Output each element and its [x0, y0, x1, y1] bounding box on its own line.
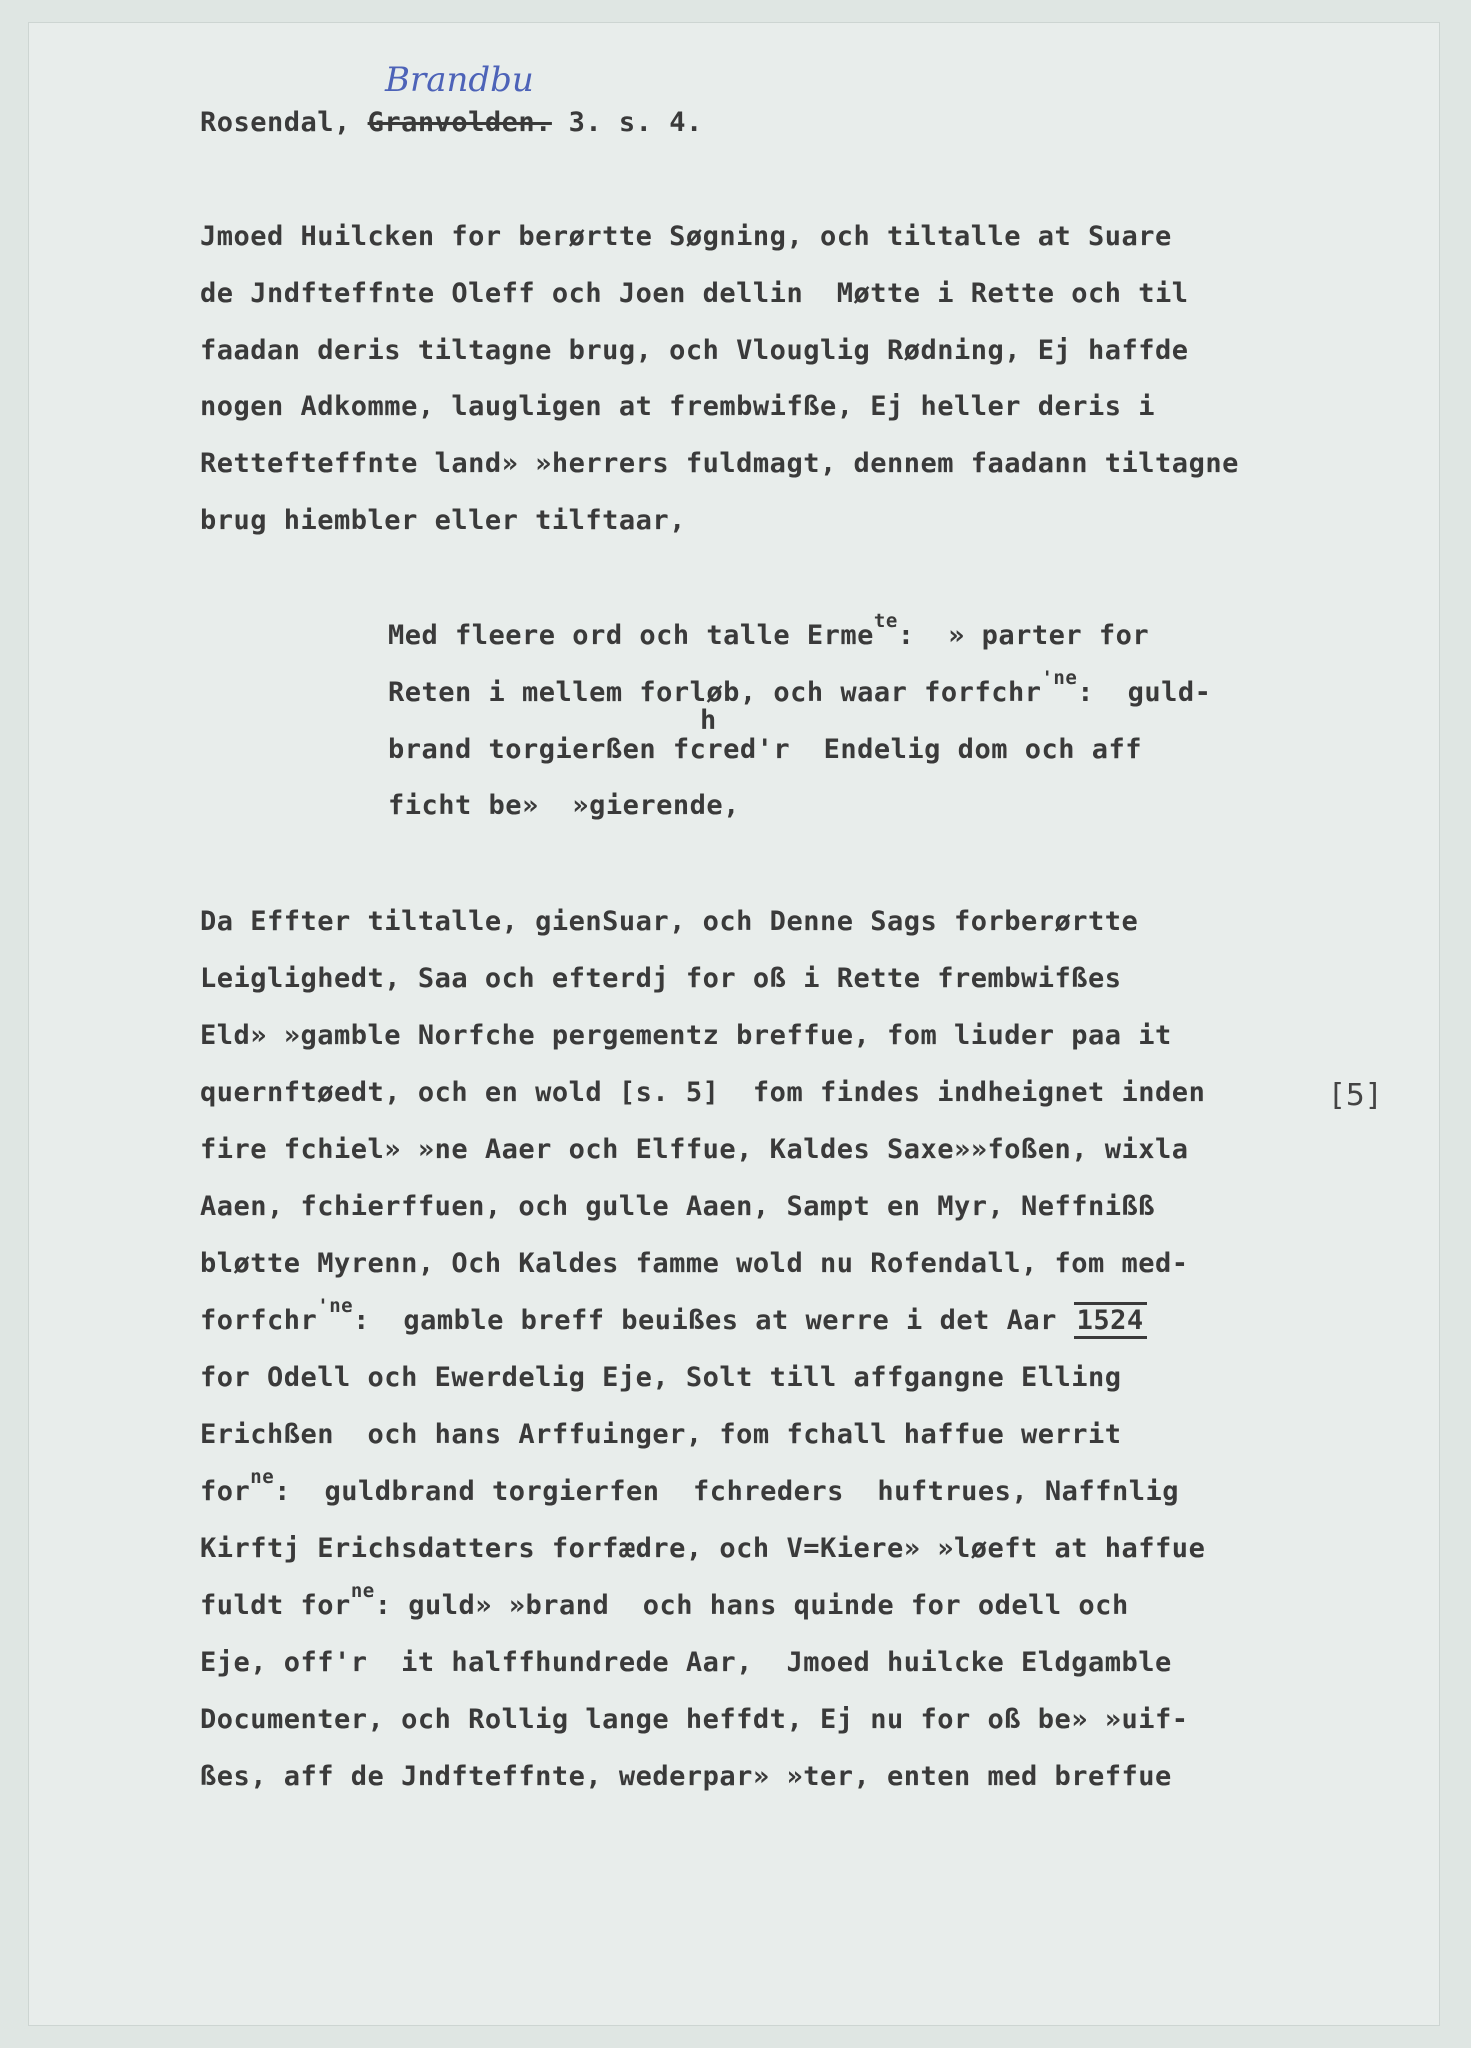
text-line: for Odell och Ewerdelig Eje, Solt till affgangne Elling	[200, 1362, 1122, 1393]
year-mark: 1524	[1074, 1302, 1147, 1339]
text-line: de Jndfteffnte Oleff och Joen dellin Møtte i Rette och til	[200, 278, 1189, 309]
indented-line: ficht be» »gierende,	[388, 790, 740, 821]
text-line: Aaen, fchierffuen, och gulle Aaen, Sampt en Myr, Neffnißß	[200, 1191, 1156, 1222]
text-line: nogen Adkomme, laugligen at frembwifße, Ej heller deris i	[200, 391, 1156, 422]
text-line: Leiglighedt, Saa och efterdj for oß i Rette frembwifßes	[200, 963, 1122, 994]
margin-page-number: [5]	[1332, 1078, 1381, 1113]
text-line: quernftøedt, och en wold [s. 5] fom findes indheignet inden	[200, 1077, 1206, 1108]
inserted-letter: h	[700, 705, 717, 736]
text-line: ßes, aff de Jndfteffnte, wederpar» »ter, enten med breffue	[200, 1761, 1172, 1792]
text-line: Kirftj Erichsdatters forfædre, och V=Kiere» »løeft at haffue	[200, 1533, 1206, 1564]
indented-line: Med fleere ord och talle Erme$^{te}$: » parter for	[388, 610, 1150, 651]
header-reference: 3. s. 4.	[568, 107, 703, 138]
text-line: Jmoed Huilcken for berørtte Søgning, och tiltalle at Suare	[200, 221, 1172, 252]
text-line: for$^{ne}$: guldbrand torgierfen fchreders huftrues, Naffnlig	[200, 1466, 1179, 1507]
indented-line: brand torgierßen fcred'r Endelig dom och aff	[388, 734, 1142, 765]
text-line: fuldt for$^{ne}$: guld» »brand och hans quinde for odell och	[200, 1580, 1129, 1621]
text-line: faadan deris tiltagne brug, och Vlouglig Rødning, Ej haffde	[200, 335, 1189, 366]
handwritten-annotation: Brandbu	[385, 60, 534, 100]
text-line: bløtte Myrenn, Och Kaldes famme wold nu Rofendall, fom med-	[200, 1248, 1189, 1279]
indented-line: Reten i mellem forløb, och waar forfchr$^{'ne}$: guld-	[388, 667, 1212, 708]
text-line: Eld» »gamble Norfche pergementz breffue, fom liuder paa it	[200, 1020, 1172, 1051]
text-line: brug hiembler eller tilftaar,	[200, 505, 686, 536]
header-place: Rosendal,	[200, 107, 351, 138]
text-line: Rettefteffnte land» »herrers fuldmagt, dennem faadann tiltagne	[200, 448, 1239, 479]
struck-placename: Granvolden.	[367, 107, 552, 138]
text-line: Da Effter tiltalle, gienSuar, och Denne Sags forberørtte	[200, 906, 1139, 937]
text-line: Documenter, och Rollig lange heffdt, Ej nu for oß be» »uif-	[200, 1704, 1189, 1735]
header-line	[200, 107, 703, 138]
text-line: Erichßen och hans Arffuinger, fom fchall haffue werrit	[200, 1419, 1122, 1450]
text-line: fire fchiel» »ne Aaer och Elffue, Kaldes Saxe»»foßen, wixla	[200, 1134, 1189, 1165]
text-line: Eje, off'r it halffhundrede Aar, Jmoed huilcke Eldgamble	[200, 1647, 1172, 1678]
text-line: forfchr$^{'ne}$: gamble breff beuißes at werre i det Aar 1524	[200, 1305, 1147, 1336]
